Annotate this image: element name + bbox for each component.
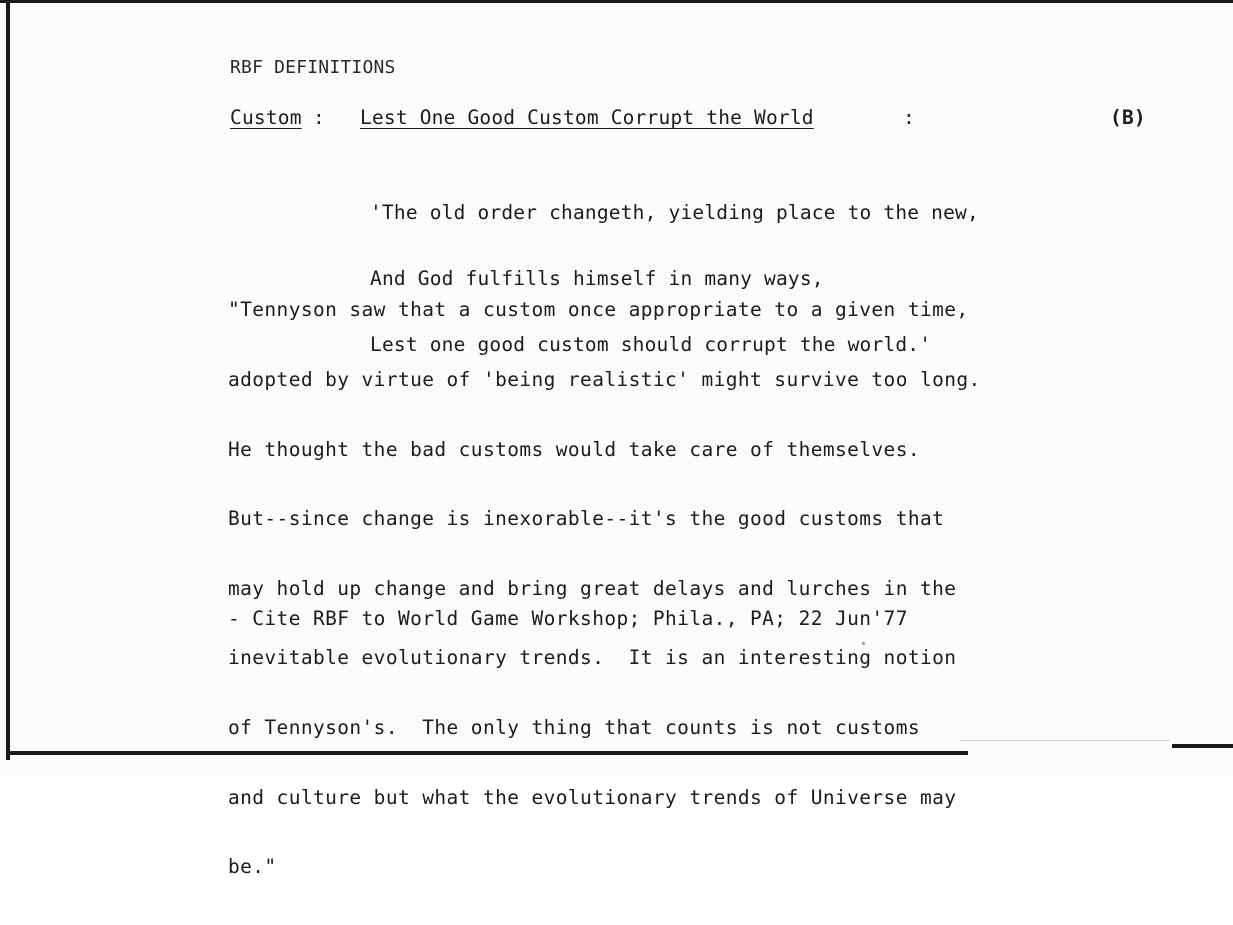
faint-scan-line — [960, 740, 1170, 741]
collection-header: RBF DEFINITIONS — [230, 57, 396, 78]
source-citation: - Cite RBF to World Game Workshop; Phila., PA; 22 Jun'77 — [228, 607, 908, 630]
commentary-paragraph — [228, 252, 981, 925]
ink-speck — [862, 642, 865, 645]
entry-term-colon: : — [313, 106, 325, 129]
commentary-line: inevitable evolutionary trends. It is an interesting notion — [228, 646, 957, 670]
commentary-line: and culture but what the evolutionary trends of Universe may — [228, 785, 957, 809]
commentary-line: adopted by virtue of 'being realistic' might survive too long. — [228, 368, 981, 392]
card-border-top — [0, 0, 1233, 3]
entry-category: (B) — [1110, 106, 1146, 129]
commentary-line: He thought the bad customs would take care of themselves. — [228, 437, 920, 461]
commentary-line: be." — [228, 855, 277, 879]
entry-title-colon: : — [903, 106, 915, 129]
card-border-bottom-tail — [1172, 744, 1233, 748]
commentary-line: But--since change is inexorable--it's the good customs that — [228, 507, 945, 531]
commentary-line: may hold up change and bring great delays and lurches in the — [228, 576, 957, 600]
card-border-left — [6, 0, 10, 760]
entry-term: Custom — [230, 106, 302, 129]
verse-line: Lest one good custom should corrupt the world.' — [370, 333, 932, 356]
entry-title: Lest One Good Custom Corrupt the World — [360, 106, 814, 129]
commentary-line: "Tennyson saw that a custom once appropriate to a given time, — [228, 298, 969, 322]
verse-line: 'The old order changeth, yielding place to the new, — [370, 201, 979, 224]
verse-line: And God fulfills himself in many ways, — [370, 267, 824, 290]
commentary-line: of Tennyson's. The only thing that counts is not customs — [228, 716, 920, 740]
